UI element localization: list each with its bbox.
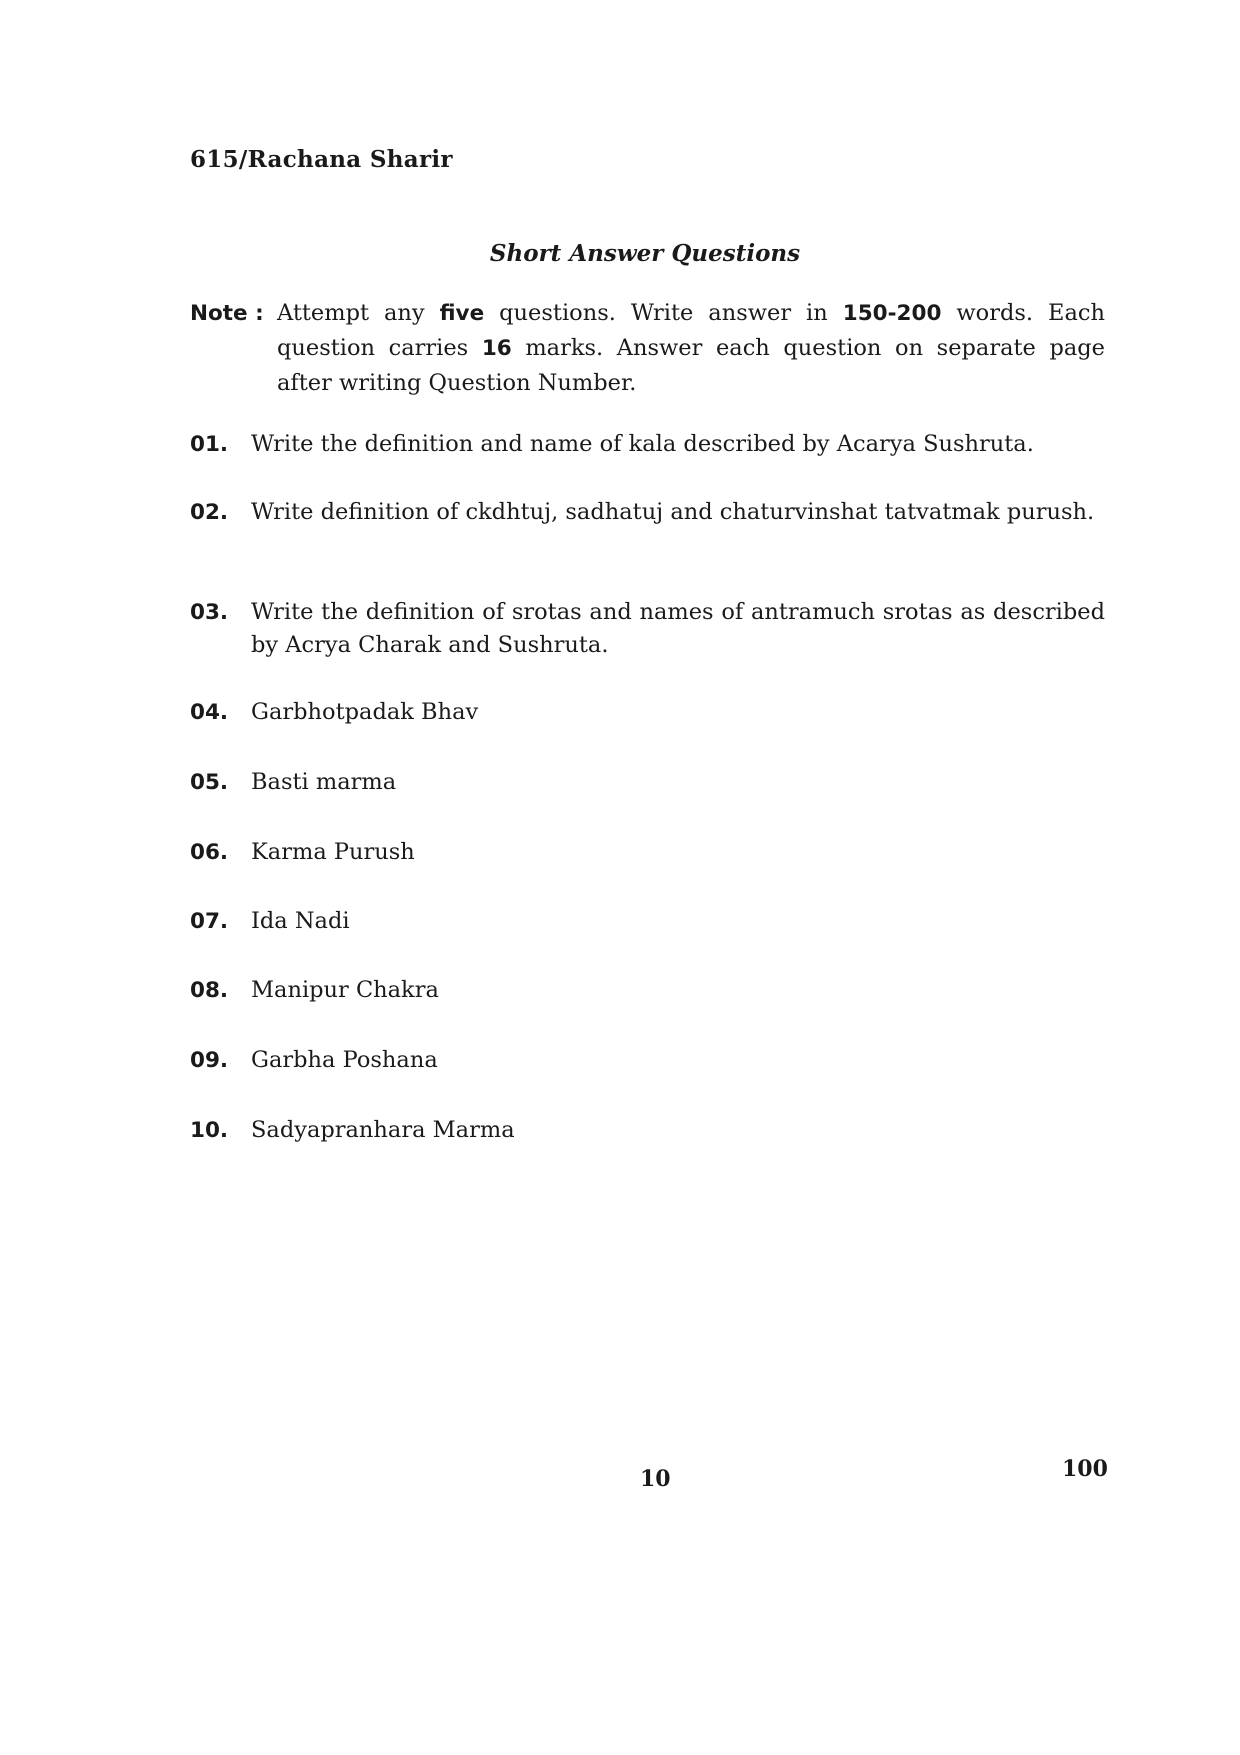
note-text	[277, 296, 1105, 401]
note-text-part: words. Each question carries	[277, 300, 1105, 361]
total-marks: 100	[1062, 1456, 1108, 1482]
question-text: Karma Purush	[251, 839, 415, 865]
note-emphasis-marks: 16	[481, 336, 512, 361]
question-text: Sadyapranhara Marma	[251, 1117, 515, 1143]
instructions-note	[190, 296, 1105, 401]
question-item	[190, 905, 1105, 938]
note-label: Note :	[190, 301, 264, 326]
question-item	[190, 1044, 1105, 1077]
question-item	[190, 974, 1105, 1007]
question-number: 06.	[190, 840, 229, 865]
question-number: 04.	[190, 700, 229, 725]
section-title: Short Answer Questions	[489, 240, 801, 267]
question-item	[190, 836, 1105, 869]
question-number: 05.	[190, 770, 229, 795]
note-emphasis-count: five	[439, 301, 485, 326]
question-number: 08.	[190, 978, 229, 1003]
question-number: 10.	[190, 1118, 229, 1143]
question-text: Write definition of ckdhtuj, sadhatuj and chaturvinshat tatvatmak purush.	[251, 499, 1095, 525]
question-text: Manipur Chakra	[251, 977, 439, 1003]
question-item	[190, 766, 1105, 799]
question-text: Write the definition of srotas and names of antramuch srotas as described by Acrya Charak and Sushruta.	[251, 599, 1105, 658]
question-number: 03.	[190, 600, 229, 625]
question-item	[190, 1114, 1105, 1147]
question-text: Ida Nadi	[251, 908, 350, 934]
paper-code: 615/Rachana Sharir	[190, 146, 453, 173]
question-text: Garbhotpadak Bhav	[251, 699, 479, 725]
question-item	[190, 496, 1105, 529]
question-number: 09.	[190, 1048, 229, 1073]
question-number: 01.	[190, 432, 229, 457]
question-text: Garbha Poshana	[251, 1047, 438, 1073]
question-text: Basti marma	[251, 769, 397, 795]
question-number: 02.	[190, 500, 229, 525]
question-item	[190, 696, 1105, 729]
page-number: 10	[640, 1466, 671, 1492]
note-text-part: questions. Write answer in	[484, 300, 843, 326]
question-number: 07.	[190, 909, 229, 934]
question-text: Write the definition and name of kala described by Acarya Sushruta.	[251, 431, 1034, 457]
note-emphasis-words: 150-200	[842, 301, 942, 326]
question-item	[190, 596, 1105, 662]
question-item	[190, 428, 1105, 461]
note-text-part: marks. Answer each question on separate page after writing Question Number.	[277, 335, 1105, 396]
note-text-part: Attempt any	[277, 300, 440, 326]
